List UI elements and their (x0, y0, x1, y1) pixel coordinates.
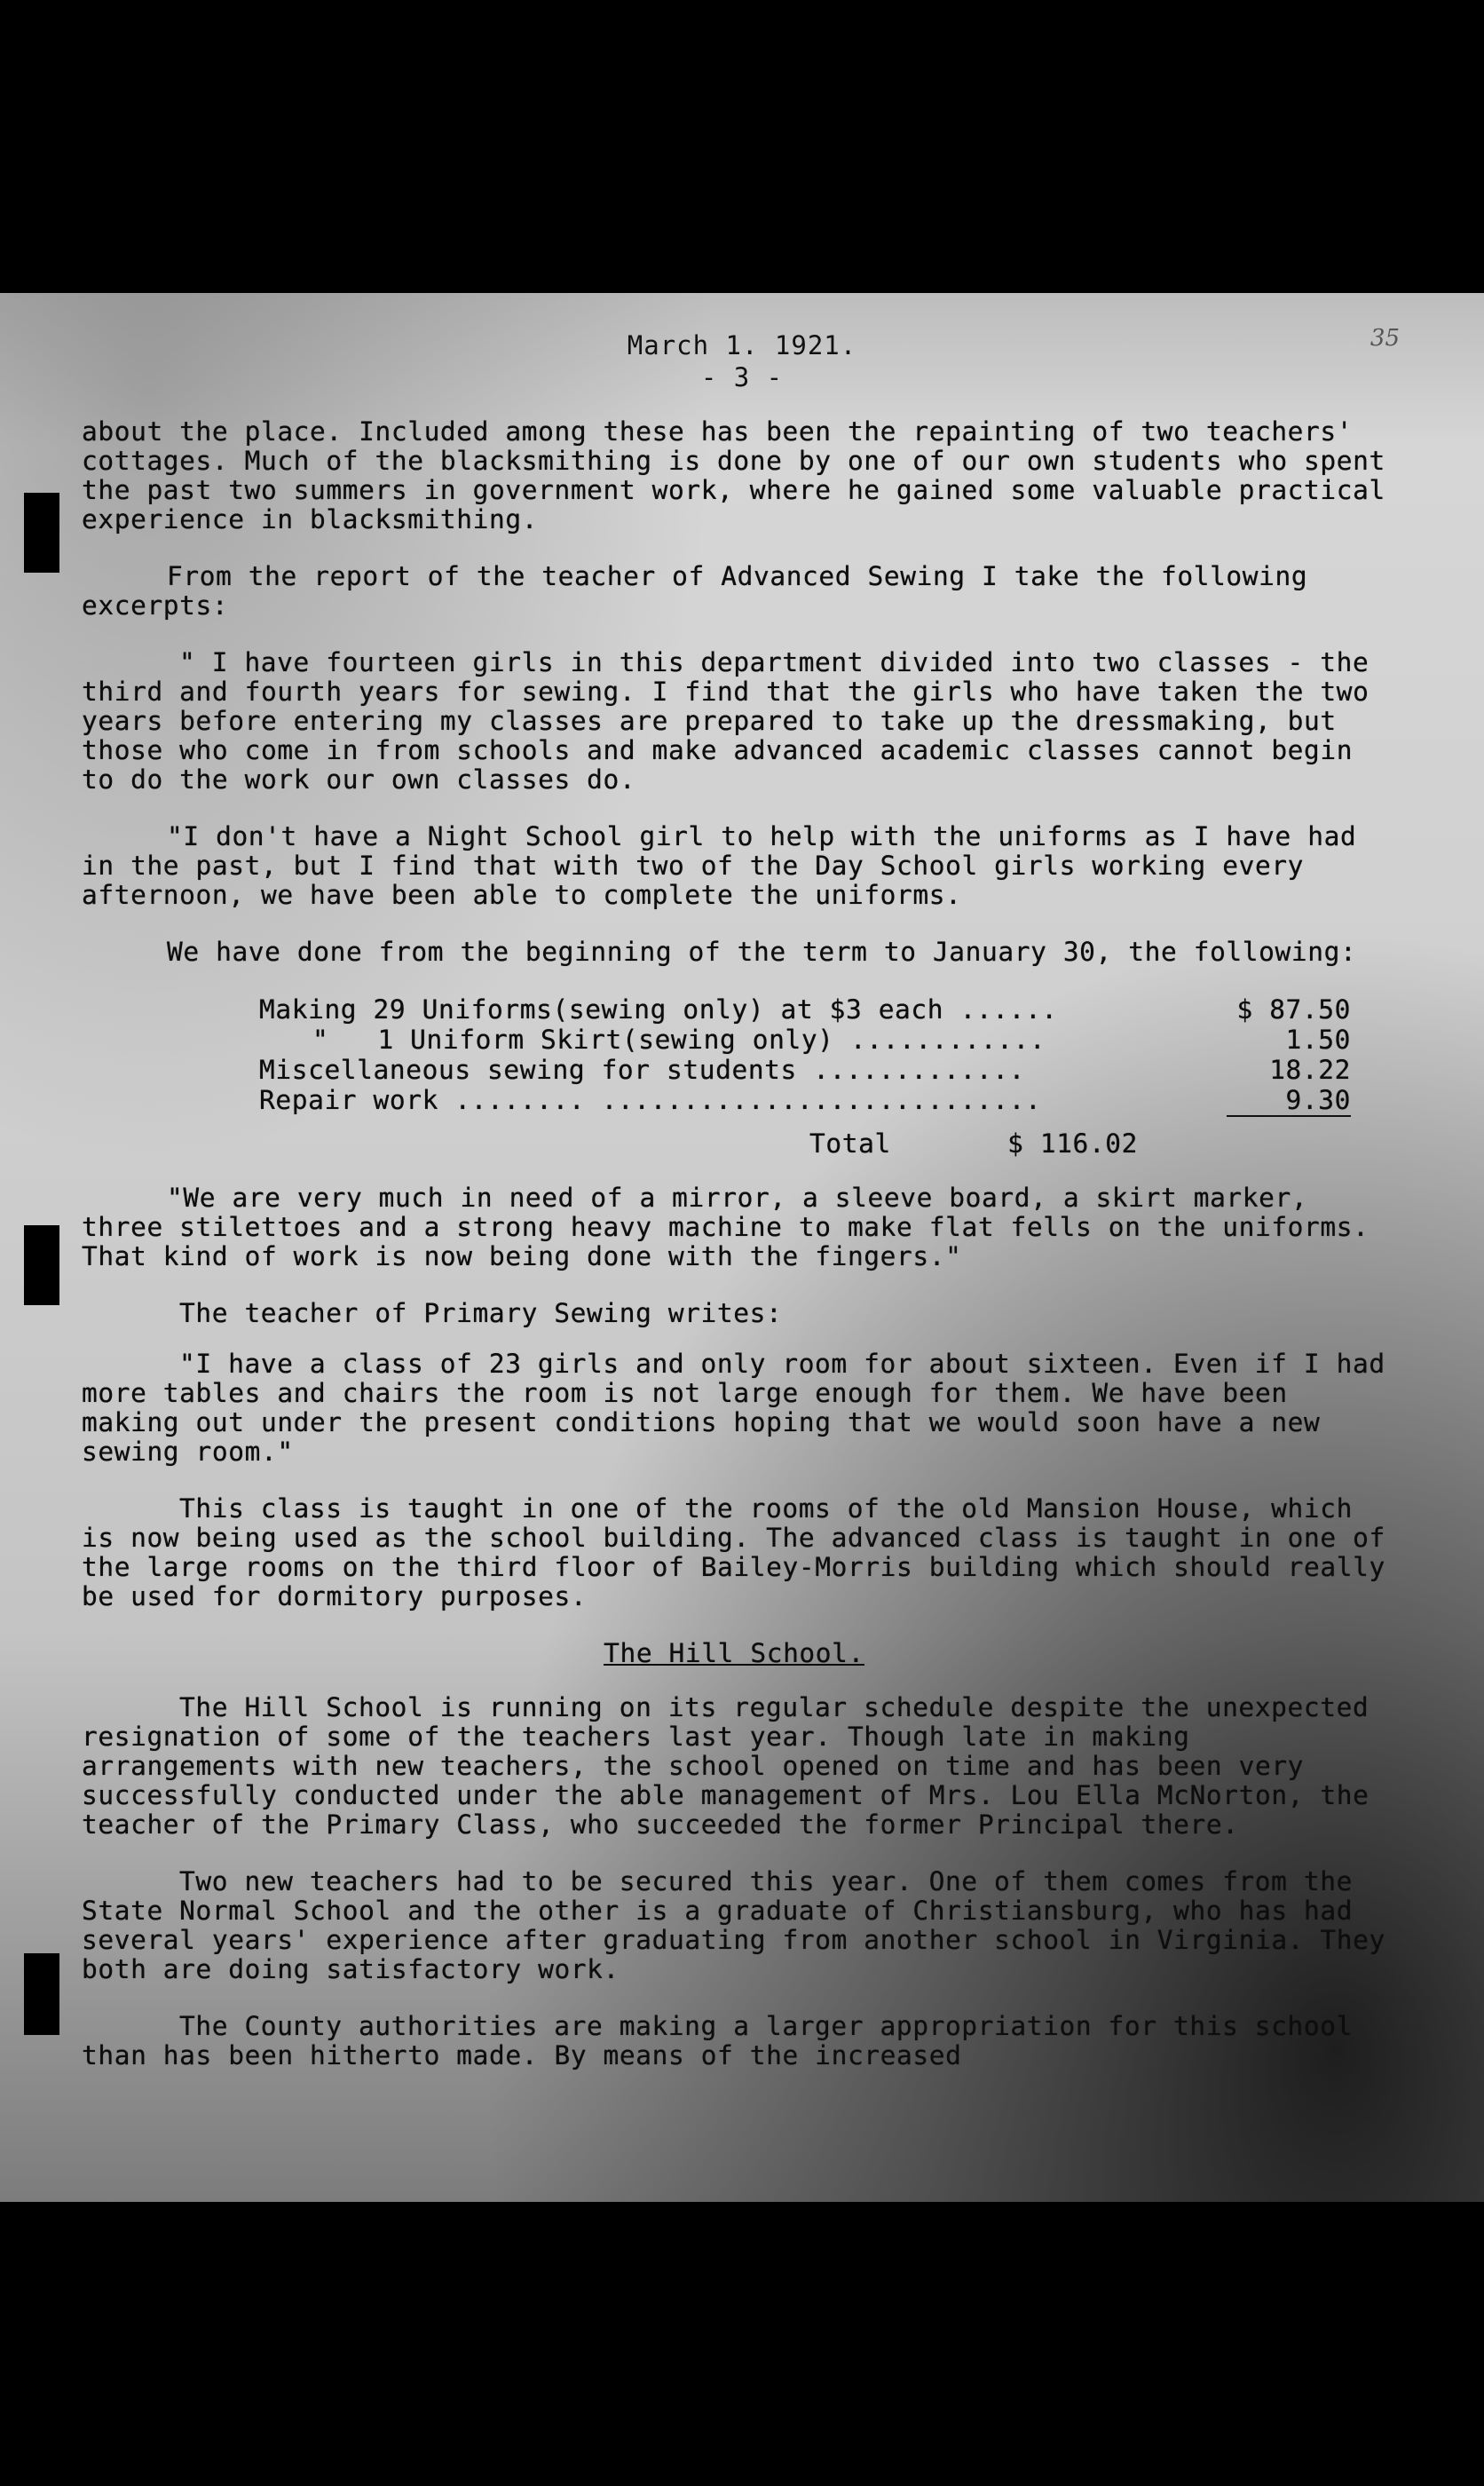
quote-paragraph: "I don't have a Night School girl to help with the uniforms as I have had in the past, but I find that with two of the Day School girls working every afternoon, we have been able to complete the uniforms. (82, 821, 1357, 910)
paragraph: about the place. Included among these has been the repainting of two teachers' cottages. Much of the blacksmithing is done by one of our own students who spent the past two summers in government work, where he gained some valuable practical experience in blacksmithing. (82, 416, 1385, 534)
paragraph: The Hill School is running on its regular schedule despite the unexpected resignation of some of the teachers last year. Though late in making arrangements with new teachers, the school opened on time and has been very successfully conducted under the able management of Mrs. Lou Ella McNorton, the teacher of the Primary Class, who succeeded the former Principal there. (82, 1692, 1370, 1840)
paragraph: Two new teachers had to be secured this year. One of them comes from the State Normal School and the other is a graduate of Christiansburg, who has had several years' experience after graduating from another school in Virginia. They both are doing satisfactory work. (82, 1866, 1385, 1984)
paragraph: We have done from the beginning of the term to January 30, the following: (167, 937, 1357, 967)
ledger-desc: Repair work ........ ........................... (259, 1085, 1042, 1115)
margin-marker (24, 493, 59, 573)
document-page (0, 293, 1484, 2202)
paragraph: From the report of the teacher of Advanced Sewing I take the following excerpts: (82, 561, 1308, 621)
paragraph: This class is taught in one of the rooms of the old Mansion House, which is now being used as the school building. The advanced class is taught in one of the large rooms on the third floor of Bailey-Morris building which should really be used for dormitory purposes. (82, 1493, 1385, 1611)
ledger-amount: $ 87.50 (1236, 994, 1351, 1025)
ledger-amount: 18.22 (1269, 1055, 1351, 1085)
quote-paragraph: "I have a class of 23 girls and only room for about sixteen. Even if I had more tables and chairs the room is not large enough for them. We have been making out under the present conditions hoping that we would soon have a new sewing room." (82, 1349, 1385, 1467)
paragraph: The County authorities are making a larger appropriation for this school than has been hitherto made. By means of the increased (82, 2011, 1353, 2070)
section-subheading: The teacher of Primary Sewing writes: (179, 1298, 783, 1328)
ledger-row (259, 994, 1351, 1025)
total-label: Total (809, 1128, 891, 1159)
folio-number: 35 (1370, 325, 1400, 352)
ledger-desc: Making 29 Uniforms(sewing only) at $3 each ...... (259, 994, 1058, 1025)
quote-paragraph: "We are very much in need of a mirror, a sleeve board, a skirt marker, three stilettoes and a strong heavy machine to make flat fells on the uniforms. That kind of work is now being done with the fingers." (82, 1183, 1370, 1271)
margin-marker (24, 1953, 59, 2035)
ledger-desc: " 1 Uniform Skirt(sewing only) ............ (312, 1025, 1046, 1055)
page-date: March 1. 1921. (627, 330, 857, 360)
page-number-label: - 3 - (700, 362, 784, 392)
total-amount: $ 116.02 (1007, 1128, 1138, 1159)
quote-paragraph: " I have fourteen girls in this department divided into two classes - the third and fourth years for sewing. I find that the girls who have taken the two years before entering my classes are prepared to take up the dressmaking, but those who come in from schools and make advanced academic classes cannot begin to do the work our own classes do. (82, 647, 1370, 795)
ledger-amount: 9.30 (1227, 1085, 1351, 1117)
section-heading: The Hill School. (604, 1638, 864, 1668)
ledger-row (259, 1055, 1351, 1085)
ledger-row (259, 1025, 1351, 1055)
ledger-total (259, 1129, 1351, 1159)
ledger-row (259, 1085, 1351, 1117)
document-body (82, 417, 1386, 2098)
ledger-desc: Miscellaneous sewing for students ............. (259, 1055, 1025, 1085)
margin-marker (24, 1225, 59, 1305)
ledger-amount: 1.50 (1285, 1025, 1351, 1055)
sewing-ledger (259, 994, 1351, 1159)
